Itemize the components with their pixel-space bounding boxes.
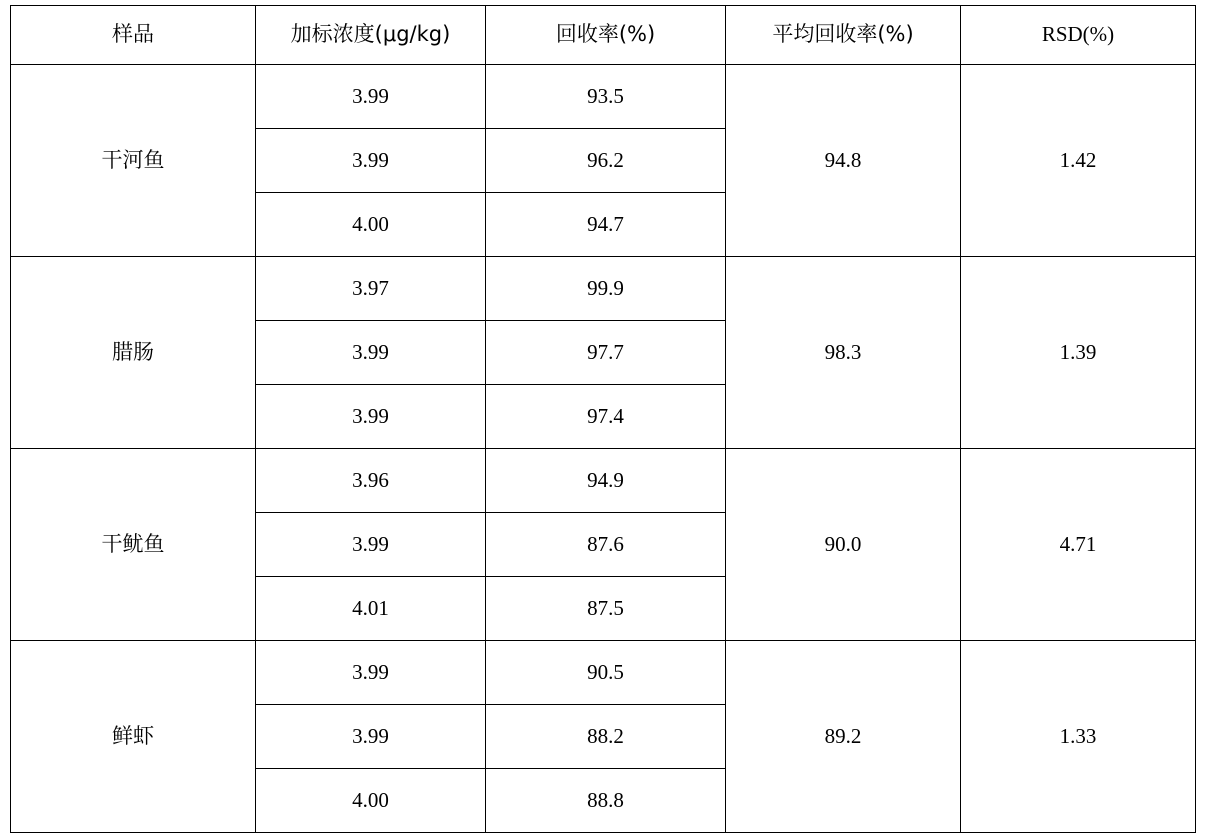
cell-spike-concentration: 3.99 bbox=[256, 321, 486, 385]
cell-rsd: 1.39 bbox=[961, 257, 1196, 449]
cell-spike-concentration: 3.99 bbox=[256, 385, 486, 449]
cell-spike-concentration: 3.96 bbox=[256, 449, 486, 513]
cell-spike-concentration: 3.97 bbox=[256, 257, 486, 321]
cell-recovery: 87.5 bbox=[486, 577, 726, 641]
cell-recovery: 97.7 bbox=[486, 321, 726, 385]
column-header-spike-concentration: 加标浓度(μg/kg) bbox=[256, 6, 486, 65]
cell-rsd: 1.42 bbox=[961, 65, 1196, 257]
cell-rsd: 4.71 bbox=[961, 449, 1196, 641]
table-body bbox=[11, 65, 1196, 833]
recovery-rate-table bbox=[10, 5, 1196, 833]
column-header-recovery: 回收率(%) bbox=[486, 6, 726, 65]
cell-recovery: 87.6 bbox=[486, 513, 726, 577]
cell-spike-concentration: 3.99 bbox=[256, 641, 486, 705]
cell-recovery: 96.2 bbox=[486, 129, 726, 193]
cell-spike-concentration: 4.00 bbox=[256, 769, 486, 833]
cell-average-recovery: 98.3 bbox=[726, 257, 961, 449]
cell-recovery: 88.2 bbox=[486, 705, 726, 769]
cell-recovery: 90.5 bbox=[486, 641, 726, 705]
table-row bbox=[11, 257, 1196, 321]
cell-spike-concentration: 3.99 bbox=[256, 65, 486, 129]
cell-average-recovery: 94.8 bbox=[726, 65, 961, 257]
column-header-sample: 样品 bbox=[11, 6, 256, 65]
column-header-rsd: RSD(%) bbox=[961, 6, 1196, 65]
cell-spike-concentration: 3.99 bbox=[256, 513, 486, 577]
cell-spike-concentration: 4.00 bbox=[256, 193, 486, 257]
cell-spike-concentration: 4.01 bbox=[256, 577, 486, 641]
cell-recovery: 94.9 bbox=[486, 449, 726, 513]
table-header bbox=[11, 6, 1196, 65]
cell-recovery: 88.8 bbox=[486, 769, 726, 833]
cell-average-recovery: 90.0 bbox=[726, 449, 961, 641]
table-row bbox=[11, 449, 1196, 513]
cell-recovery: 97.4 bbox=[486, 385, 726, 449]
cell-rsd: 1.33 bbox=[961, 641, 1196, 833]
cell-recovery: 93.5 bbox=[486, 65, 726, 129]
table-row bbox=[11, 65, 1196, 129]
cell-recovery: 94.7 bbox=[486, 193, 726, 257]
cell-sample-name: 干鱿鱼 bbox=[11, 449, 256, 641]
cell-sample-name: 腊肠 bbox=[11, 257, 256, 449]
cell-sample-name: 鲜虾 bbox=[11, 641, 256, 833]
table-header-row bbox=[11, 6, 1196, 65]
cell-spike-concentration: 3.99 bbox=[256, 129, 486, 193]
cell-average-recovery: 89.2 bbox=[726, 641, 961, 833]
cell-recovery: 99.9 bbox=[486, 257, 726, 321]
column-header-average-recovery: 平均回收率(%) bbox=[726, 6, 961, 65]
cell-sample-name: 干河鱼 bbox=[11, 65, 256, 257]
cell-spike-concentration: 3.99 bbox=[256, 705, 486, 769]
table-row bbox=[11, 641, 1196, 705]
